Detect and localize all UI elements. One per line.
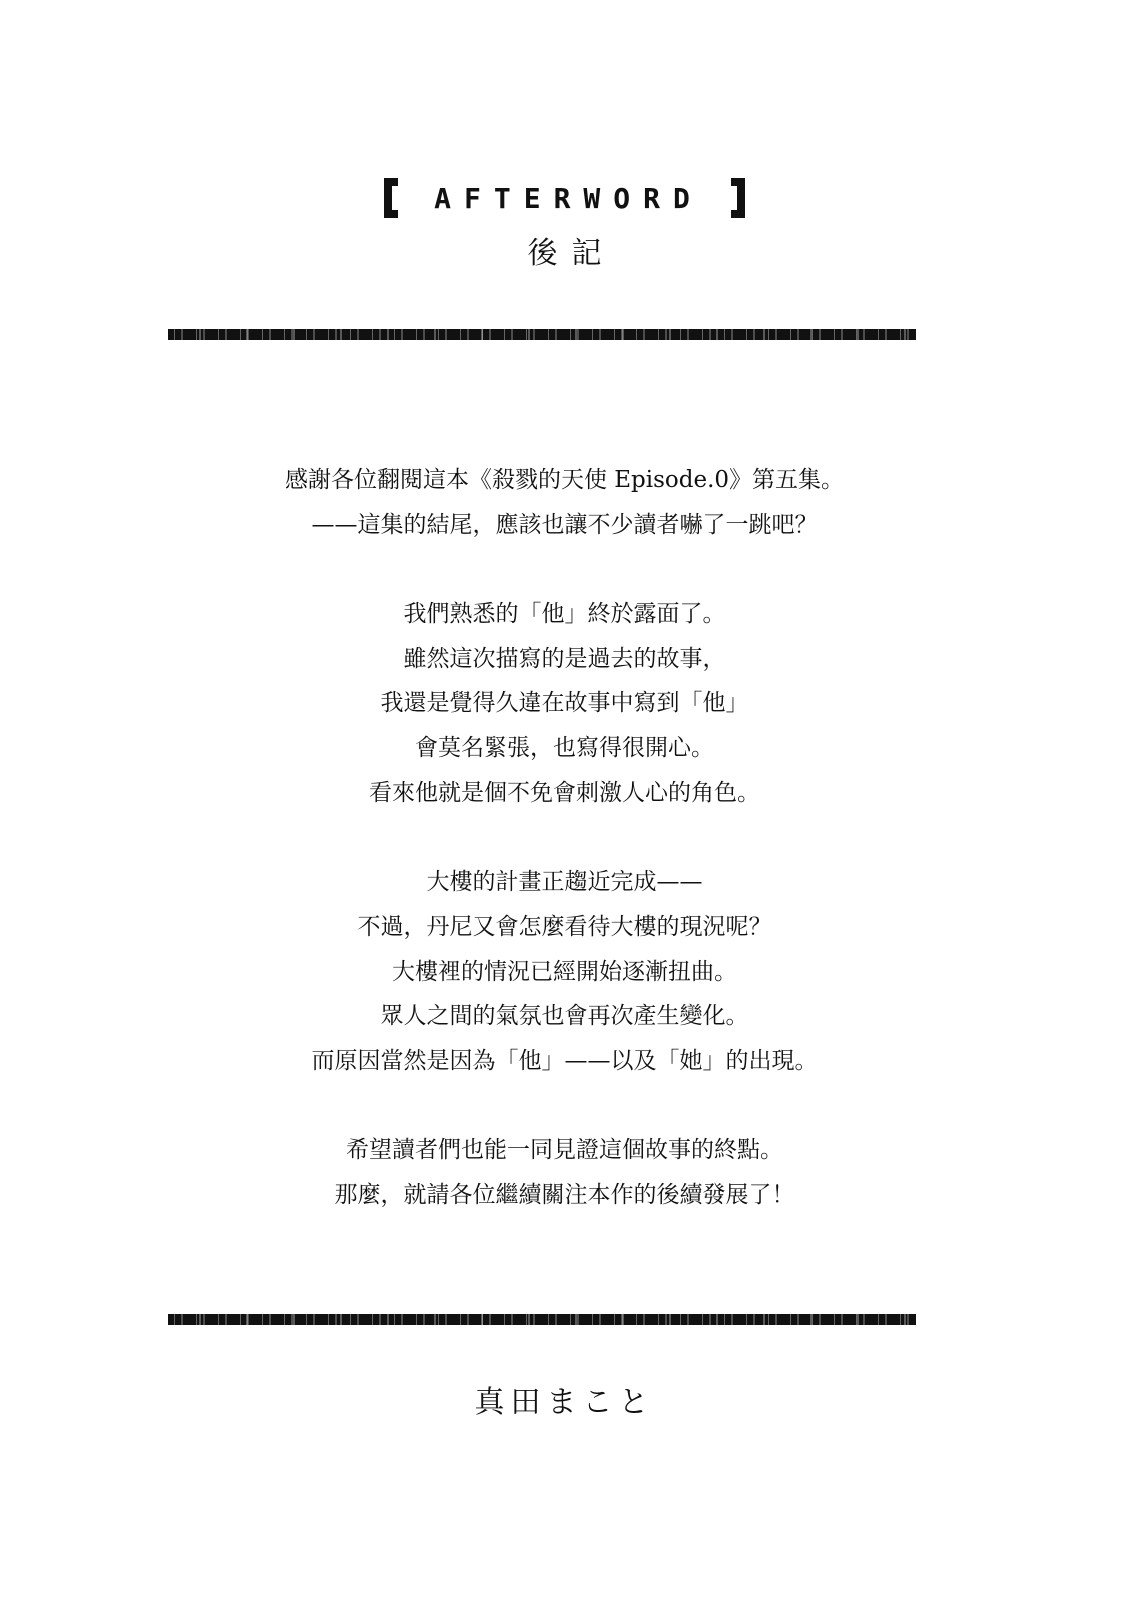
body-line: 而原因當然是因為「他」——以及「她」的出現。 [311, 1047, 818, 1074]
body-line: 我們熟悉的「他」終於露面了。 [403, 601, 726, 628]
heading-chinese: 後記 [527, 236, 616, 271]
paragraph-gap [0, 816, 1129, 861]
body-line: 眾人之間的氣氛也會再次產生變化。 [380, 1003, 749, 1030]
right-bracket-ornament [731, 178, 745, 218]
bottom-divider [168, 1314, 916, 1325]
body-line: 那麼，就請各位繼續關注本作的後續發展了！ [334, 1182, 795, 1208]
left-bracket-ornament [384, 178, 398, 218]
heading-english: AFTERWORD [434, 181, 703, 215]
body-line: 感謝各位翻閱這本《殺戮的天使 Episode.0》第五集。 [284, 467, 845, 493]
body-line: 雖然這次描寫的是過去的故事， [403, 645, 726, 672]
body-line: 大樓的計畫正趨近完成—— [426, 869, 703, 896]
paragraph-gap [0, 1084, 1129, 1129]
body-line: 大樓裡的情況已經開始逐漸扭曲。 [392, 958, 737, 985]
top-divider [168, 329, 916, 340]
author-name: 真田まこと [474, 1385, 655, 1420]
body-line: 不過，丹尼又會怎麼看待大樓的現況呢？ [357, 913, 772, 940]
body-line: ——這集的結尾，應該也讓不少讀者嚇了一跳吧？ [311, 511, 818, 538]
body-line: 我還是覺得久違在故事中寫到「他」 [380, 690, 749, 717]
paragraph-gap [0, 547, 1129, 592]
body-line: 看來他就是個不免會刺激人心的角色。 [369, 779, 760, 806]
body-line: 會莫名緊張，也寫得很開心。 [415, 735, 714, 762]
afterword-body [0, 458, 1129, 1218]
body-line: 希望讀者們也能一同見證這個故事的終點。 [346, 1137, 783, 1164]
afterword-heading [0, 172, 1129, 224]
